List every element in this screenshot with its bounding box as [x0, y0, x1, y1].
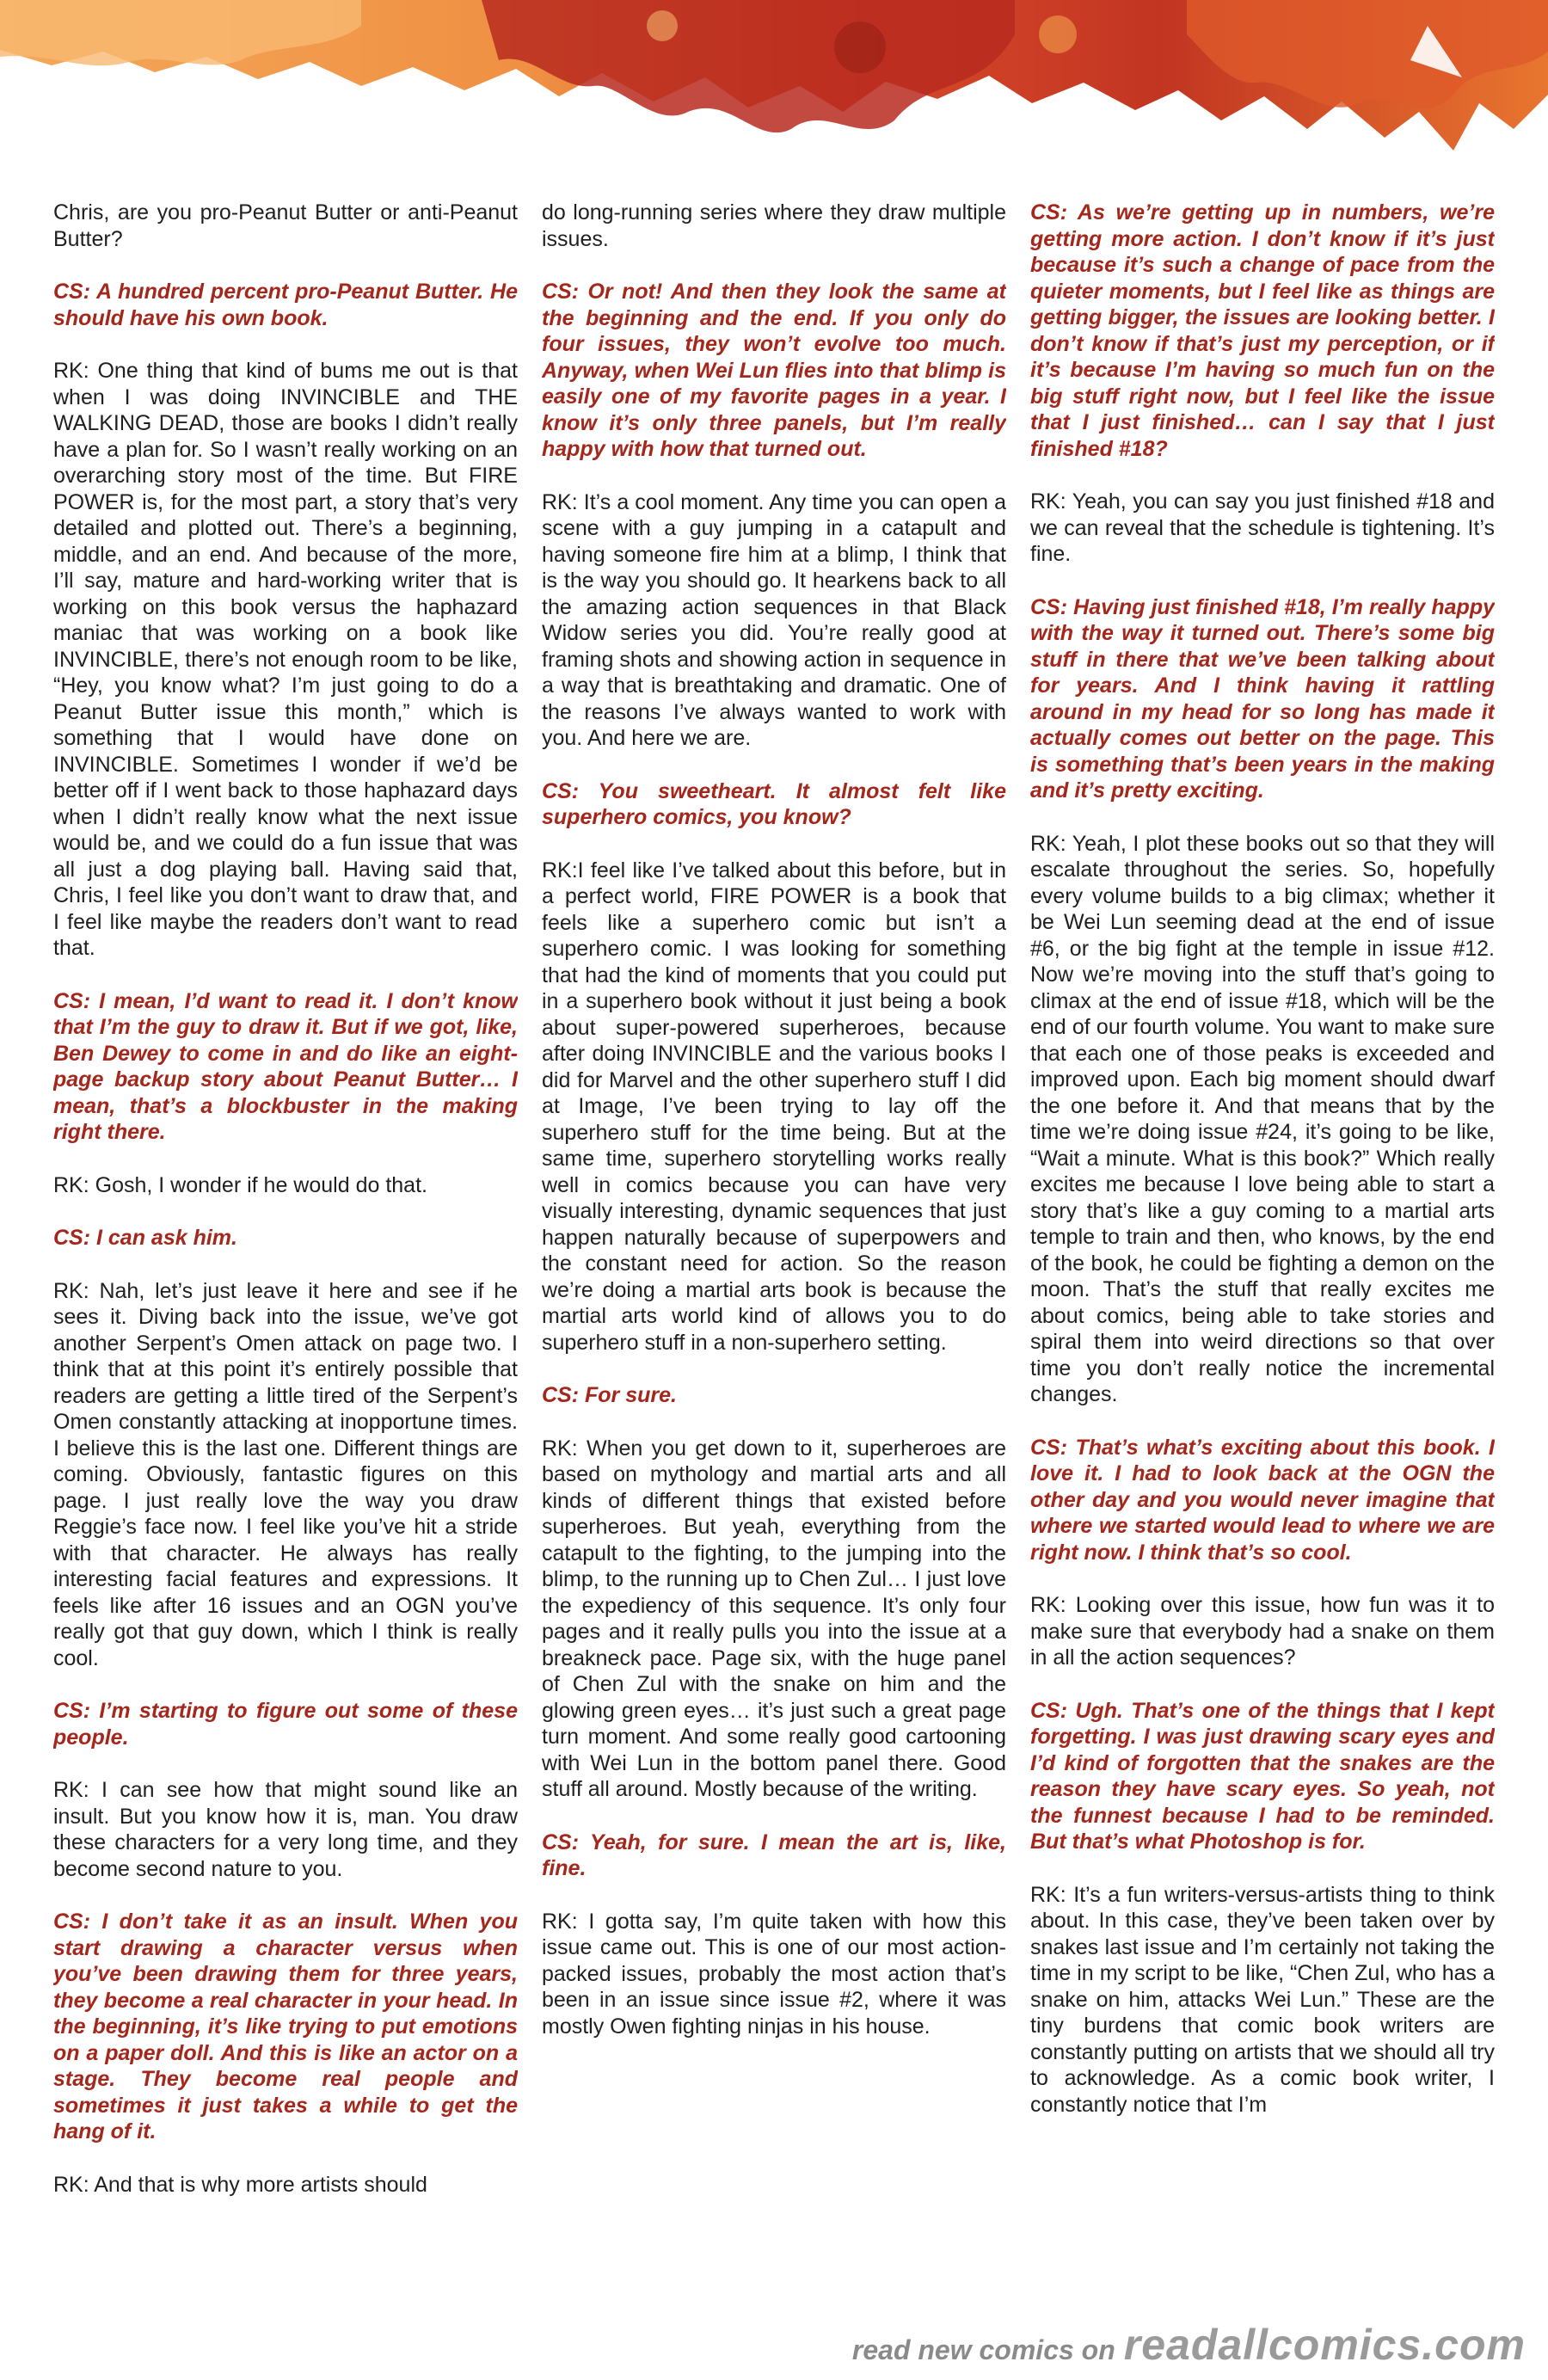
article-column-1	[53, 200, 518, 2298]
rk-paragraph: RK: Looking over this issue, how fun was it to make sure that everybody had a snake on them in all the action sequences?	[1030, 1593, 1495, 1670]
article-columns	[53, 200, 1495, 2298]
watermark-site: readallcomics.com	[1123, 2321, 1526, 2369]
article-column-2	[542, 200, 1006, 2298]
rk-paragraph: RK: I gotta say, I’m quite taken with how this issue came out. This is one of our most action-packed issues, probably the most action that’s been in an issue since issue #2, where it was mostly Owen fighting ninjas in his house.	[542, 1909, 1006, 2039]
article-column-3	[1030, 200, 1495, 2298]
cs-answer-paragraph: CS: I don’t take it as an insult. When you start drawing a character versus when you’ve been drawing them for three years, they become a real character in your head. In the beginning, it’s like trying to put emotions on a paper doll. And this is like an actor on a stage. They become real people and sometimes it just takes a while to get the hang of it.	[53, 1910, 518, 2143]
rk-paragraph: RK: One thing that kind of bums me out is that when I was doing INVINCIBLE and THE WALKING DEAD, those are books I didn’t really have a plan for. So I wasn’t really working on an overarching story most of the time. But FIRE POWER is, for the most part, a story that’s very detailed and plotted out. There’s a beginning, middle, and an end. And because of the more, I’ll say, mature and hard-working writer that is working on this book versus the haphazard maniac that was working on a book like INVINCIBLE, there’s not enough room to be like, “Hey, you know what? I’m just going to do a Peanut Butter issue this month,” which is something that I would have done on INVINCIBLE. Sometimes I wonder if we’d be better off if I went back to those haphazard days when I didn’t really know what the next issue would be, and we could do a fun issue that was all just a dog playing ball. Having said that, Chris, I feel like you don’t want to draw that, and I feel like maybe the readers don’t want to read that.	[53, 359, 518, 960]
rk-paragraph: RK: Yeah, I plot these books out so that they will escalate throughout the series. So, hopefully every volume builds to a big climax; whether it be Wei Lun seeming dead at the end of issue #6, or the big fight at the temple in issue #12. Now we’re moving into the stuff that’s going to climax at the end of issue #18, which will be the end of our fourth volume. You want to make sure that each one of those peaks is exceeded and improved upon. Each big moment should dwarf the one before it. And that means that by the time we’re doing issue #24, it’s going to be like, “Wait a minute. What is this book?” Which really excites me because I love being able to start a story that’s like a guy coming to a martial arts temple to train and then, who knows, by the end of the book, he could be fighting a demon on the moon. That’s the stuff that really excites me about comics, being able to take stories and spiral them into weird directions so that over time you don’t really notice the incremental changes.	[1030, 831, 1495, 1406]
cs-answer-paragraph: CS: I mean, I’d want to read it. I don’t know that I’m the guy to draw it. But if we got, like, Ben Dewey to come in and do like an eight-page backup story about Peanut Butter… I mean, that’s a blockbuster in the making right there.	[53, 988, 518, 1144]
rk-paragraph: RK: It’s a fun writers-versus-artists thing to think about. In this case, they’ve been taken over by snakes last issue and I’m certainly not taking the time in my script to be like, “Chen Zul, who has a snake on him, attacks Wei Lun.” These are the tiny burdens that comic book writers are constantly putting on artists that we should all try to acknowledge. As a comic book writer, I constantly notice that I’m	[1030, 1882, 1495, 2117]
cs-answer-paragraph: CS: For sure.	[542, 1383, 677, 1407]
cs-answer-paragraph: CS: A hundred percent pro-Peanut Butter. He should have his own book.	[53, 280, 518, 330]
header-paint-art	[0, 0, 1548, 172]
cs-answer-paragraph: CS: Yeah, for sure. I mean the art is, like, fine.	[542, 1830, 1006, 1880]
cs-answer-paragraph: CS: I can ask him.	[53, 1226, 237, 1250]
rk-paragraph: RK: Yeah, you can say you just finished #18 and we can reveal that the schedule is tightening. It’s fine.	[1030, 489, 1495, 566]
cs-answer-paragraph: CS: I’m starting to figure out some of these people.	[53, 1699, 518, 1750]
rk-paragraph: RK: When you get down to it, superheroes are based on mythology and martial arts and all kinds of different things that existed before superheroes. But yeah, everything from the catapult to the fighting, to the jumping into the blimp, to the running up to Chen Zul… I just love the expediency of this sequence. It’s only four pages and it really pulls you into the issue at a breakneck pace. Page six, with the huge panel of Chen Zul with the snake on him and the glowing green eyes… it’s just such a great page turn moment. And some really good cartooning with Wei Lun in the bottom panel there. Good stuff all around. Mostly because of the writing.	[542, 1436, 1006, 1801]
rk-paragraph: Chris, are you pro-Peanut Butter or anti-Peanut Butter?	[53, 200, 518, 251]
cs-answer-paragraph: CS: Ugh. That’s one of the things that I kept forgetting. I was just drawing scary eyes and I’d kind of forgotten that the snakes are the reason they have scary eyes. So yeah, not the funnest because I had to be reminded. But that’s what Photoshop is for.	[1030, 1698, 1495, 1854]
cs-answer-paragraph: CS: Having just finished #18, I’m really happy with the way it turned out. There’s some big stuff in there that we’ve been talking about for years. And I think having it rattling around in my head for so long has made it actually comes out better on the page. This is something that’s been years in the making and it’s pretty exciting.	[1030, 594, 1495, 803]
rk-paragraph: RK: Nah, let’s just leave it here and see if he sees it. Diving back into the issue, we’ve got another Serpent’s Omen attack on page two. I think that at this point it’s entirely possible that readers are getting a little tired of the Serpent’s Omen constantly attacking at inopportune times. I believe this is the last one. Different things are coming. Obviously, fantastic figures on this page. I just really love the way you draw Reggie’s face now. I feel like you’ve hit a stride with that character. He always has really interesting facial features and expressions. It feels like after 16 issues and an OGN you’ve really got that guy down, which I think is really cool.	[53, 1278, 518, 1670]
cs-answer-paragraph: CS: You sweetheart. It almost felt like superhero comics, you know?	[542, 778, 1006, 829]
rk-paragraph: do long-running series where they draw multiple issues.	[542, 200, 1006, 251]
cs-answer-paragraph: CS: Or not! And then they look the same at the beginning and the end. If you only do four issues, they won’t evolve too much. Anyway, when Wei Lun flies into that blimp is easily one of my favorite pages in a year. I know it’s only three panels, but I’m really happy with how that turned out.	[542, 280, 1006, 461]
rk-paragraph: RK: And that is why more artists should	[53, 2172, 427, 2197]
rk-paragraph: RK: I can see how that might sound like an insult. But you know how it is, man. You draw these characters for a very long time, and they become second nature to you.	[53, 1778, 518, 1881]
site-watermark	[852, 2320, 1526, 2370]
cs-answer-paragraph: CS: That’s what’s exciting about this book. I love it. I had to look back at the OGN the other day and you would never imagine that where we started would lead to where we are right now. I think that’s so cool.	[1030, 1435, 1495, 1565]
rk-paragraph: RK:I feel like I’ve talked about this before, but in a perfect world, FIRE POWER is a book that feels like a superhero comic but isn’t a superhero comic. I was looking for something that had the kind of moments that you could put in a superhero book without it just being a book about super-powered superheroes, because after doing INVINCIBLE and the various books I did for Marvel and the other superhero stuff I did at Image, I’ve been trying to lay off the superhero stuff for the time being. But at the same time, superhero storytelling works really well in comics because you can have very visually interesting, dynamic sequences that just happen naturally because of superpowers and the constant need for action. So the reason we’re doing a martial arts book is because the martial arts world kind of allows you to do superhero stuff in a non-superhero setting.	[542, 858, 1006, 1355]
watermark-tagline: read new comics on	[851, 2334, 1115, 2365]
rk-paragraph: RK: It’s a cool moment. Any time you can open a scene with a guy jumping in a catapult and having someone fire him at a blimp, I think that is the way you should go. It hearkens back to all the amazing action sequences in that Black Widow series you did. You’re really good at framing shots and showing action in sequence in a way that is breathtaking and dramatic. One of the reasons I’ve always wanted to work with you. And here we are.	[542, 489, 1006, 750]
rk-paragraph: RK: Gosh, I wonder if he would do that.	[53, 1172, 427, 1197]
cs-answer-paragraph: CS: As we’re getting up in numbers, we’re getting more action. I don’t know if it’s just because it’s such a change of pace from the quieter moments, but I feel like as things are getting bigger, the issues are looking better. I don’t know if that’s just my perception, or if it’s because I’m having so much fun on the big stuff right now, but I feel like the issue that I just finished… can I say that I just finished #18?	[1030, 200, 1495, 461]
